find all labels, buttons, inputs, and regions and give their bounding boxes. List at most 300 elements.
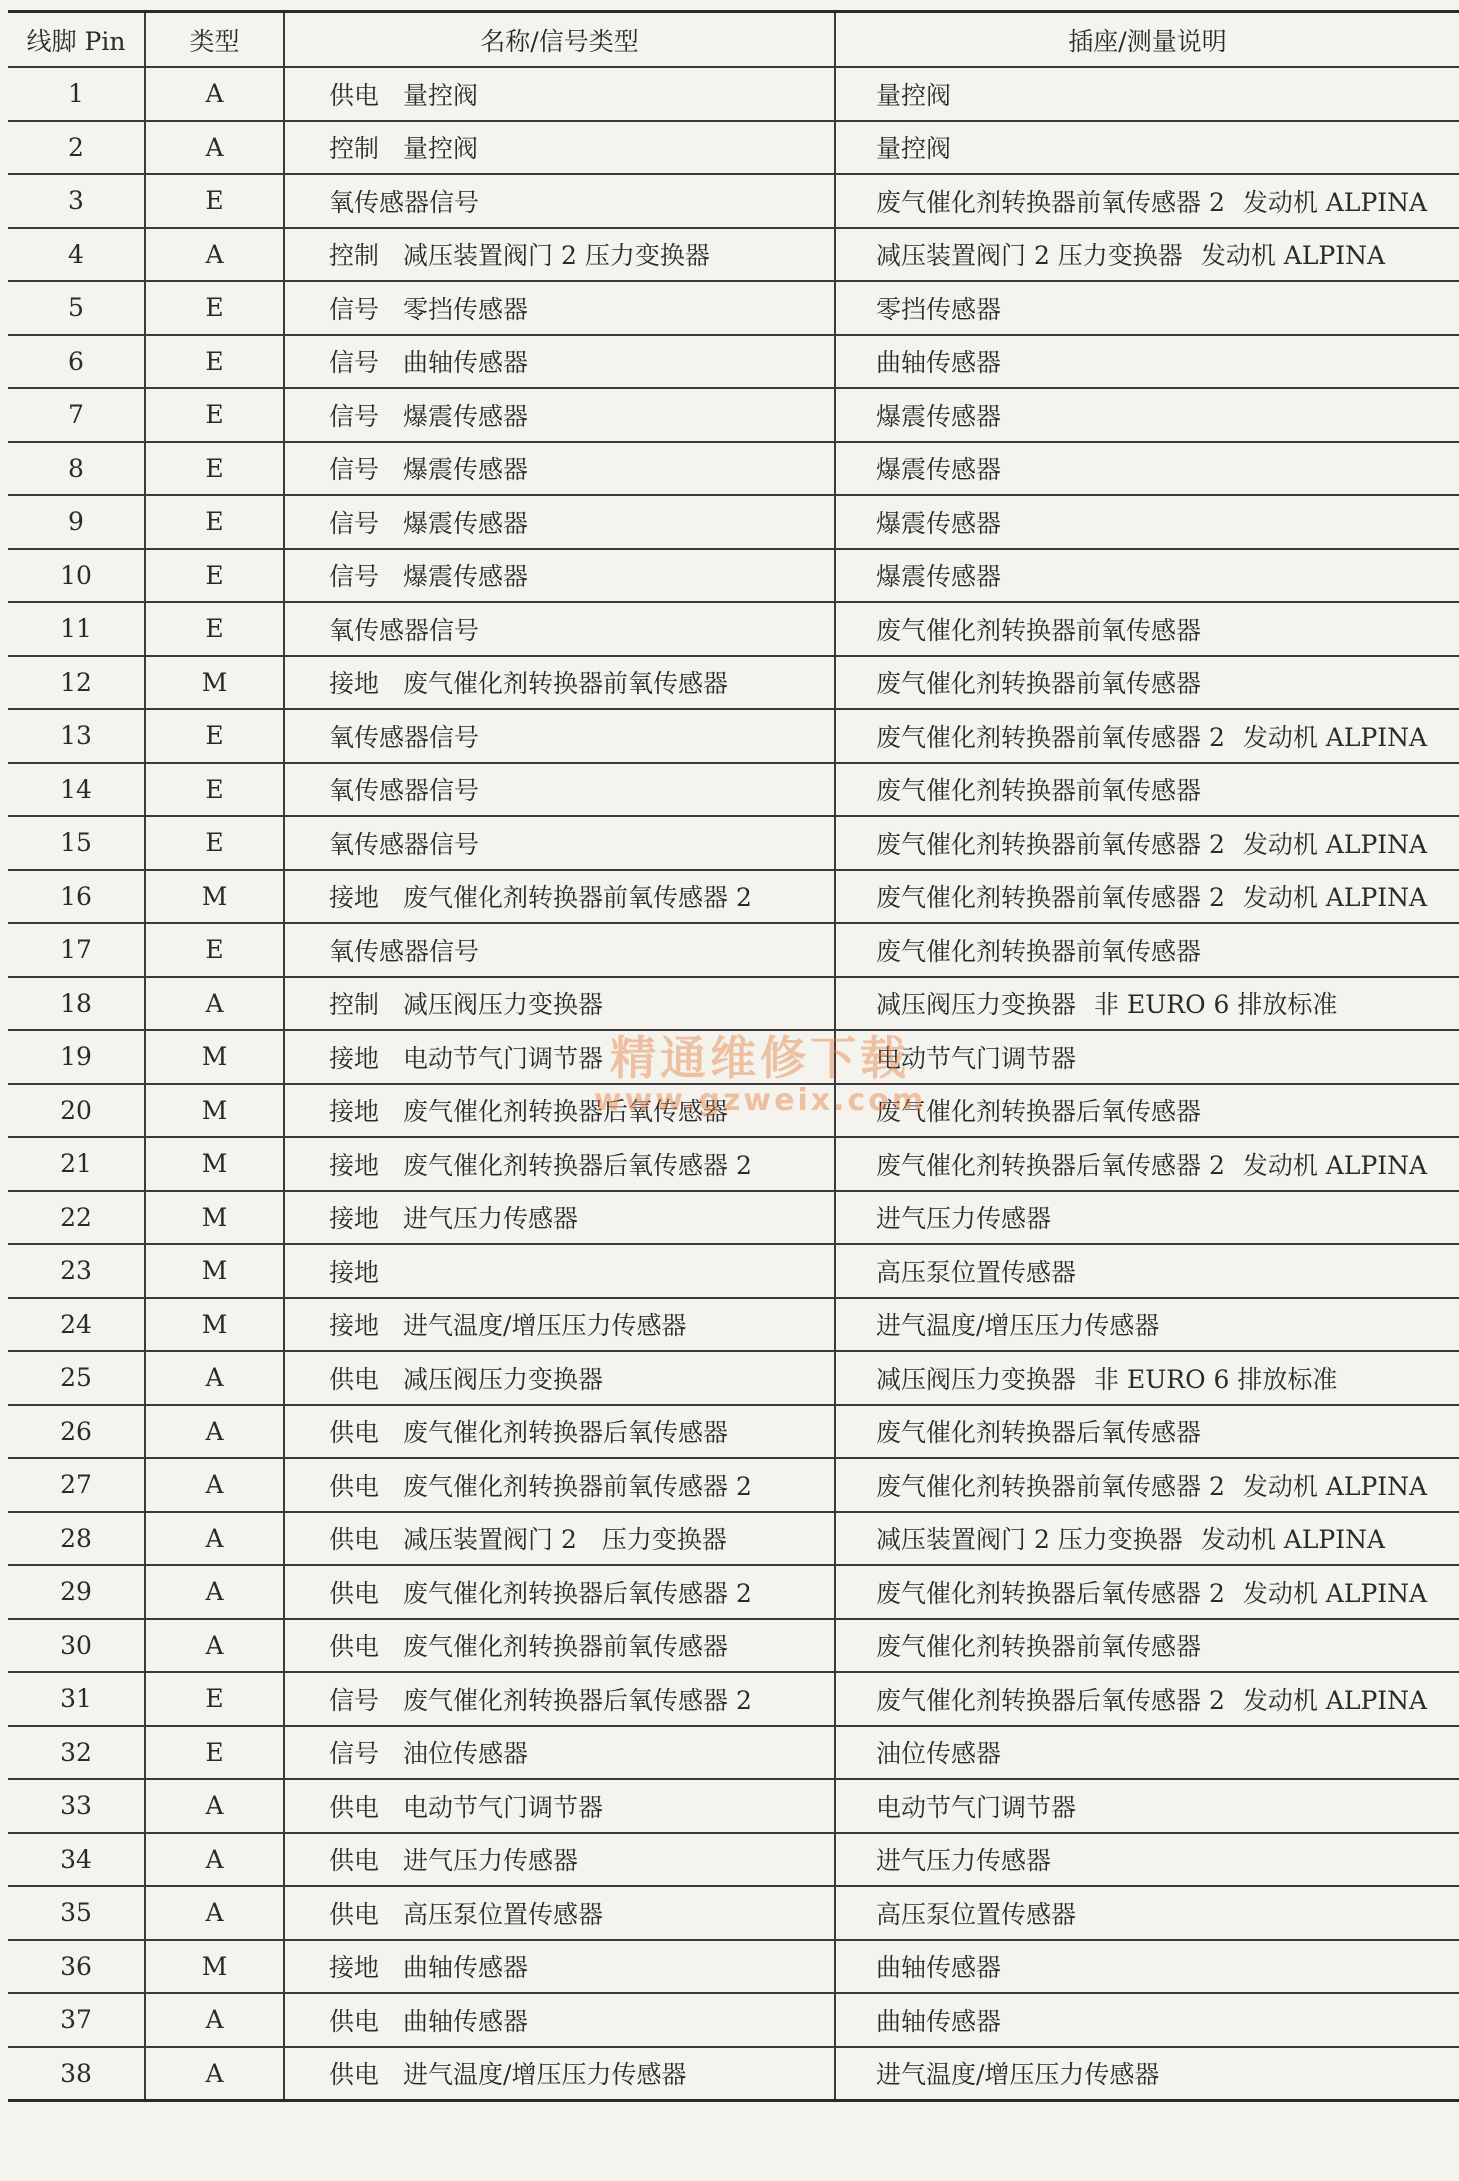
measurement-description: 电动节气门调节器 [876,1792,1077,1822]
signal-function: 供电 [329,1899,380,1929]
pin-number-cell [8,1351,145,1405]
measurement-description: 废气催化剂转换器前氧传感器 2 [876,829,1225,859]
header-name-signal: 名称/信号类型 [284,12,835,68]
pin-number-cell [8,870,145,924]
pin-type-cell [145,442,284,496]
signal-component: 氧传感器信号 [329,722,480,752]
pin-number: 11 [60,614,92,644]
signal-component: 爆震传感器 [403,455,529,485]
signal-name-cell [284,495,835,549]
signal-name-cell [284,763,835,817]
measurement-note: 发动机 ALPINA [1242,722,1428,752]
signal-component: 曲轴传感器 [403,1953,529,1983]
pin-number: 17 [60,935,92,965]
measurement-description: 爆震传感器 [876,508,1002,538]
pin-type: E [205,935,224,965]
pin-number: 13 [60,721,92,751]
measurement-description: 高压泵位置传感器 [876,1257,1077,1287]
measurement-description: 进气温度/增压压力传感器 [876,1311,1160,1341]
signal-component: 氧传感器信号 [329,776,480,806]
signal-name-cell [284,1672,835,1726]
pin-number: 25 [60,1363,92,1393]
pin-type-cell [145,1726,284,1780]
pin-number: 30 [60,1630,92,1660]
pin-number: 26 [60,1416,92,1446]
table-row [8,923,1459,977]
signal-function: 接地 [329,1311,380,1341]
pin-number: 15 [60,828,92,858]
pin-number-cell [8,1940,145,1994]
signal-component: 进气压力传感器 [403,1846,579,1876]
signal-function: 信号 [329,562,380,592]
signal-name-cell [284,549,835,603]
pin-number-cell [8,121,145,175]
measurement-description: 减压装置阀门 2 压力变换器 [876,1525,1183,1555]
measurement-cell [835,602,1459,656]
signal-function: 供电 [329,1632,380,1662]
table-row [8,388,1459,442]
signal-function: 信号 [329,348,380,378]
measurement-cell [835,1672,1459,1726]
table-row [8,1084,1459,1138]
pin-number-cell [8,602,145,656]
signal-component: 爆震传感器 [403,401,529,431]
table-header-row [8,12,1459,68]
pin-number-cell [8,335,145,389]
pin-type: M [201,1309,228,1339]
pin-number: 35 [60,1898,92,1928]
pin-number-cell [8,1779,145,1833]
pin-type-cell [145,1619,284,1673]
pin-number: 38 [60,2058,92,2088]
pin-type-cell [145,549,284,603]
signal-function: 供电 [329,1471,380,1501]
pin-type: A [205,1791,224,1821]
pin-type: M [201,1951,228,1981]
pin-number: 31 [60,1684,92,1714]
pin-type-cell [145,121,284,175]
signal-function: 接地 [329,1953,380,1983]
pin-number-cell [8,228,145,282]
signal-name-cell [284,1726,835,1780]
table-row [8,1405,1459,1459]
measurement-description: 废气催化剂转换器后氧传感器 2 [876,1578,1225,1608]
signal-name-cell [284,1191,835,1245]
signal-component: 爆震传感器 [403,508,529,538]
signal-name-cell [284,2047,835,2101]
pin-type-cell [145,1940,284,1994]
pin-type: E [205,186,224,216]
signal-function: 供电 [329,1578,380,1608]
measurement-cell [835,1779,1459,1833]
pin-number-cell [8,816,145,870]
signal-component: 减压阀压力变换器 [403,990,604,1020]
pin-number-cell [8,1726,145,1780]
measurement-note: 发动机 ALPINA [1242,1685,1428,1715]
measurement-description: 量控阀 [876,134,952,164]
table-row [8,870,1459,924]
table-row [8,1619,1459,1673]
pin-type-cell [145,1351,284,1405]
signal-name-cell [284,1993,835,2047]
signal-component: 氧传感器信号 [329,615,480,645]
pin-number: 9 [68,507,84,537]
signal-component: 废气催化剂转换器前氧传感器 2 [403,1471,752,1501]
signal-name-cell [284,67,835,121]
signal-function: 信号 [329,401,380,431]
measurement-note: 发动机 ALPINA [1200,241,1386,271]
measurement-cell [835,335,1459,389]
pin-number: 8 [68,453,84,483]
measurement-description: 电动节气门调节器 [876,1043,1077,1073]
measurement-cell [835,1833,1459,1887]
signal-component: 废气催化剂转换器后氧传感器 [403,1418,729,1448]
measurement-description: 爆震传感器 [876,401,1002,431]
pin-type: A [205,1416,224,1446]
pin-number-cell [8,495,145,549]
table-row [8,816,1459,870]
pin-number-cell [8,388,145,442]
pin-assignment-table [8,10,1459,2102]
table-row [8,335,1459,389]
pin-number: 22 [60,1202,92,1232]
signal-function: 信号 [329,1739,380,1769]
pin-type-cell [145,1993,284,2047]
table-row [8,1993,1459,2047]
signal-function: 信号 [329,508,380,538]
measurement-cell [835,1191,1459,1245]
signal-component: 废气催化剂转换器后氧传感器 2 [403,1150,752,1180]
measurement-description: 进气压力传感器 [876,1846,1052,1876]
pin-type: M [201,1042,228,1072]
pin-number: 12 [60,667,92,697]
table-row [8,67,1459,121]
pin-number: 23 [60,1256,92,1286]
pin-type: M [201,1149,228,1179]
signal-name-cell [284,602,835,656]
pin-type: A [205,1363,224,1393]
pin-type-cell [145,174,284,228]
signal-component: 减压装置阀门 2 压力变换器 [403,1525,727,1555]
pin-number-cell [8,1886,145,1940]
watermark-url: www.gzweix.com [593,1083,927,1118]
measurement-description: 废气催化剂转换器前氧传感器 2 [876,722,1225,752]
measurement-cell [835,549,1459,603]
pin-type-cell [145,1244,284,1298]
signal-name-cell [284,1351,835,1405]
measurement-cell [835,709,1459,763]
signal-component: 废气催化剂转换器后氧传感器 [403,1097,729,1127]
signal-component: 减压阀压力变换器 [403,1364,604,1394]
measurement-description: 曲轴传感器 [876,1953,1002,1983]
pin-type-cell [145,281,284,335]
pin-type-cell [145,870,284,924]
table-row [8,281,1459,335]
pin-type: E [205,828,224,858]
pin-type: E [205,453,224,483]
header-type: 类型 [145,12,284,68]
measurement-cell [835,228,1459,282]
table-row [8,1458,1459,1512]
pin-number-cell [8,1458,145,1512]
measurement-cell [835,1298,1459,1352]
signal-name-cell [284,1298,835,1352]
pin-number: 16 [60,881,92,911]
table-row [8,1886,1459,1940]
pin-number-cell [8,67,145,121]
signal-function: 供电 [329,2006,380,2036]
signal-component: 进气温度/增压压力传感器 [403,1311,687,1341]
measurement-cell [835,67,1459,121]
measurement-note: 发动机 ALPINA [1200,1525,1386,1555]
signal-function: 信号 [329,294,380,324]
pin-number: 33 [60,1791,92,1821]
signal-function: 接地 [329,1257,380,1287]
signal-function: 信号 [329,1685,380,1715]
pin-type: E [205,507,224,537]
pin-type: E [205,400,224,430]
pin-type-cell [145,1405,284,1459]
table-row [8,228,1459,282]
measurement-cell [835,2047,1459,2101]
watermark-title: 精通维修下载 [610,1031,910,1085]
signal-name-cell [284,228,835,282]
signal-name-cell [284,656,835,710]
pin-type-cell [145,1191,284,1245]
pin-number-cell [8,442,145,496]
signal-component: 废气催化剂转换器前氧传感器 [403,669,729,699]
measurement-description: 爆震传感器 [876,562,1002,592]
measurement-description: 废气催化剂转换器前氧传感器 [876,615,1202,645]
measurement-cell [835,495,1459,549]
measurement-description: 废气催化剂转换器前氧传感器 2 [876,883,1225,913]
pin-number-cell [8,1512,145,1566]
measurement-description: 曲轴传感器 [876,348,1002,378]
measurement-description: 废气催化剂转换器后氧传感器 2 [876,1685,1225,1715]
signal-function: 接地 [329,1204,380,1234]
signal-component: 废气催化剂转换器前氧传感器 2 [403,883,752,913]
pin-number-cell [8,1137,145,1191]
signal-name-cell [284,174,835,228]
signal-name-cell [284,1458,835,1512]
pin-number: 29 [60,1577,92,1607]
measurement-cell [835,1512,1459,1566]
signal-name-cell [284,1084,835,1138]
measurement-cell [835,1886,1459,1940]
pin-type: A [205,1523,224,1553]
pin-number: 18 [60,988,92,1018]
signal-component: 进气温度/增压压力传感器 [403,2060,687,2090]
signal-component: 废气催化剂转换器前氧传感器 [403,1632,729,1662]
measurement-cell [835,1244,1459,1298]
pin-number: 32 [60,1737,92,1767]
measurement-cell [835,1993,1459,2047]
measurement-note: 发动机 ALPINA [1242,883,1428,913]
pin-type-cell [145,1512,284,1566]
pin-type: E [205,560,224,590]
signal-name-cell [284,709,835,763]
table-row [8,1940,1459,1994]
signal-component: 电动节气门调节器 [403,1792,604,1822]
signal-name-cell [284,442,835,496]
pin-type: A [205,1898,224,1928]
table-row [8,1137,1459,1191]
measurement-description: 进气压力传感器 [876,1204,1052,1234]
measurement-cell [835,1351,1459,1405]
table-row [8,656,1459,710]
measurement-description: 废气催化剂转换器前氧传感器 [876,776,1202,806]
pin-type-cell [145,923,284,977]
measurement-cell [835,121,1459,175]
measurement-description: 零挡传感器 [876,294,1002,324]
pin-type: E [205,614,224,644]
measurement-cell [835,1619,1459,1673]
table-row [8,1030,1459,1084]
measurement-description: 废气催化剂转换器前氧传感器 2 [876,1471,1225,1501]
pin-number-cell [8,1672,145,1726]
signal-component: 高压泵位置传感器 [403,1899,604,1929]
measurement-cell [835,1940,1459,1994]
pin-type-cell [145,228,284,282]
pin-number-cell [8,174,145,228]
measurement-description: 废气催化剂转换器后氧传感器 [876,1097,1202,1127]
signal-name-cell [284,1833,835,1887]
pin-number-cell [8,549,145,603]
pin-number: 19 [60,1042,92,1072]
pin-number-cell [8,1405,145,1459]
signal-name-cell [284,1619,835,1673]
signal-function: 供电 [329,1418,380,1448]
signal-component: 量控阀 [403,80,479,110]
pin-type: M [201,1202,228,1232]
pin-type-cell [145,763,284,817]
table-row [8,1244,1459,1298]
measurement-note: 发动机 ALPINA [1242,1578,1428,1608]
pin-number: 27 [60,1470,92,1500]
pin-type: E [205,346,224,376]
table-row [8,1191,1459,1245]
pin-type: A [205,988,224,1018]
pin-type: A [205,1577,224,1607]
pin-number: 6 [68,346,84,376]
pin-type: A [205,132,224,162]
pin-type-cell [145,1137,284,1191]
measurement-description: 曲轴传感器 [876,2006,1002,2036]
measurement-cell [835,388,1459,442]
pin-number-cell [8,1244,145,1298]
measurement-description: 废气催化剂转换器后氧传感器 [876,1418,1202,1448]
signal-function: 供电 [329,1525,380,1555]
signal-component: 减压装置阀门 2 压力变换器 [403,241,710,271]
signal-name-cell [284,1244,835,1298]
pin-number: 3 [68,186,84,216]
signal-component: 废气催化剂转换器后氧传感器 2 [403,1578,752,1608]
pin-type: A [205,239,224,269]
table-row [8,2047,1459,2101]
signal-name-cell [284,281,835,335]
signal-name-cell [284,1940,835,1994]
signal-function: 供电 [329,1846,380,1876]
pin-number-cell [8,1030,145,1084]
pin-type-cell [145,977,284,1031]
signal-name-cell [284,1565,835,1619]
signal-component: 量控阀 [403,134,479,164]
pin-number-cell [8,923,145,977]
pin-type-cell [145,1084,284,1138]
measurement-cell [835,1084,1459,1138]
pin-type-cell [145,816,284,870]
pin-type-cell [145,2047,284,2101]
signal-name-cell [284,870,835,924]
measurement-description: 进气温度/增压压力传感器 [876,2060,1160,2090]
pin-number: 14 [60,774,92,804]
signal-component: 爆震传感器 [403,562,529,592]
table-row [8,1779,1459,1833]
measurement-description: 减压阀压力变换器 [876,990,1077,1020]
pin-number: 37 [60,2005,92,2035]
signal-function: 控制 [329,134,380,164]
pin-type: A [205,2005,224,2035]
pin-type: M [201,667,228,697]
pin-type: A [205,1630,224,1660]
measurement-note: 发动机 ALPINA [1242,1471,1428,1501]
header-socket-measurement: 插座/测量说明 [835,12,1459,68]
signal-component: 氧传感器信号 [329,187,480,217]
measurement-note: 发动机 ALPINA [1242,1150,1428,1180]
pin-number-cell [8,977,145,1031]
measurement-description: 废气催化剂转换器后氧传感器 2 [876,1150,1225,1180]
measurement-description: 废气催化剂转换器前氧传感器 [876,669,1202,699]
pin-number: 36 [60,1951,92,1981]
measurement-cell [835,816,1459,870]
table-row [8,763,1459,817]
pin-number: 28 [60,1523,92,1553]
signal-name-cell [284,1779,835,1833]
pin-type-cell [145,1458,284,1512]
measurement-cell [835,1458,1459,1512]
table-row [8,1298,1459,1352]
measurement-description: 废气催化剂转换器前氧传感器 2 [876,187,1225,217]
pin-number-cell [8,1298,145,1352]
pin-type-cell [145,1833,284,1887]
pin-type: E [205,721,224,751]
table-row [8,977,1459,1031]
table-row [8,1672,1459,1726]
measurement-cell [835,281,1459,335]
pin-type: M [201,1256,228,1286]
pin-number-cell [8,1084,145,1138]
signal-function: 供电 [329,1364,380,1394]
pin-type: M [201,1095,228,1125]
pin-number-cell [8,281,145,335]
pin-type-cell [145,1886,284,1940]
pin-number: 4 [68,239,84,269]
pin-number: 20 [60,1095,92,1125]
pin-number-cell [8,709,145,763]
pin-type-cell [145,602,284,656]
pin-type-cell [145,388,284,442]
pin-type: A [205,79,224,109]
signal-function: 接地 [329,1150,380,1180]
pin-type: M [201,881,228,911]
table-row [8,121,1459,175]
pin-number: 10 [60,560,92,590]
table-row [8,549,1459,603]
measurement-cell [835,1030,1459,1084]
pin-number: 21 [60,1149,92,1179]
measurement-description: 减压装置阀门 2 压力变换器 [876,241,1183,271]
pin-type-cell [145,1779,284,1833]
